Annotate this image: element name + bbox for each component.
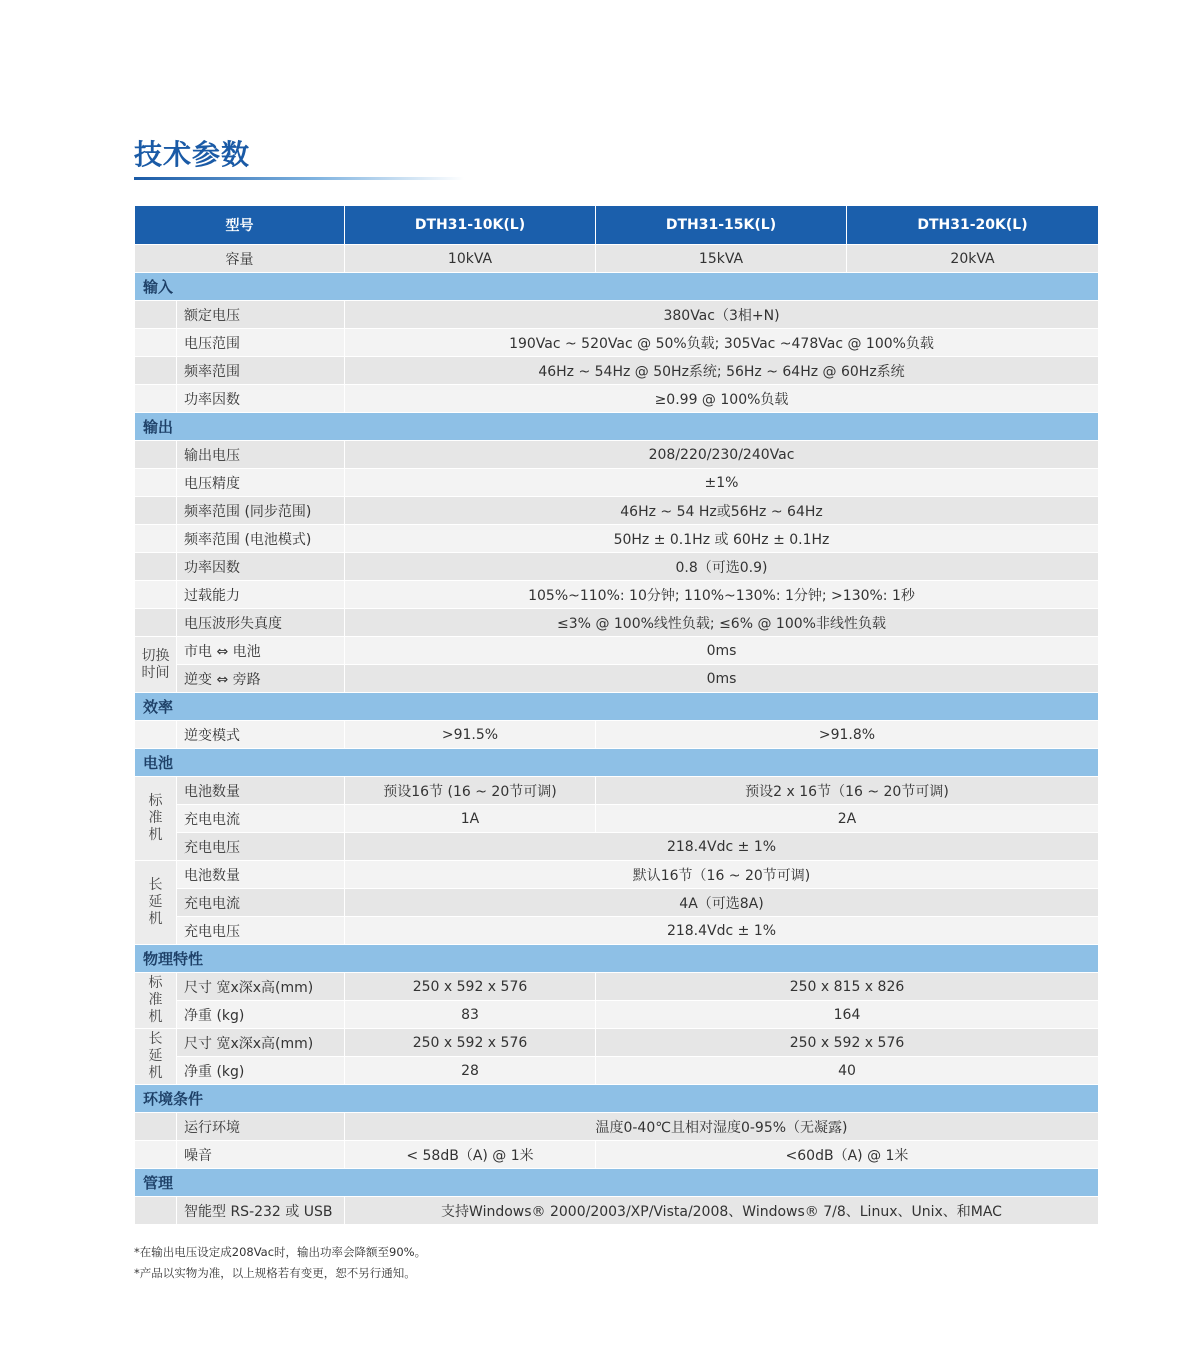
row-value: ≥0.99 @ 100%负载: [345, 385, 1099, 413]
section-title: 管理: [135, 1169, 1099, 1197]
row-label: 电压波形失真度: [177, 609, 345, 637]
row-value: 预设16节 (16 ~ 20节可调): [345, 777, 596, 805]
row-value: 250 x 592 x 576: [345, 973, 596, 1001]
row-label: 噪音: [177, 1141, 345, 1169]
row-label: 充电电压: [177, 833, 345, 861]
table-row: [135, 777, 1099, 805]
table-row: [135, 833, 1099, 861]
row-value: 164: [596, 1001, 1099, 1029]
table-row: [135, 1197, 1099, 1225]
row-value: 250 x 592 x 576: [345, 1029, 596, 1057]
section-header-battery: [135, 749, 1099, 777]
row-label: 频率范围 (同步范围): [177, 497, 345, 525]
row-value: 218.4Vdc ± 1%: [345, 917, 1099, 945]
group-label-standard: 标准机: [135, 973, 177, 1029]
row-label: 额定电压: [177, 301, 345, 329]
row-label: 输出电压: [177, 441, 345, 469]
row-value: 380Vac（3相+N): [345, 301, 1099, 329]
row-value: >91.8%: [596, 721, 1099, 749]
table-row: [135, 889, 1099, 917]
row-value: 46Hz ~ 54Hz @ 50Hz系统; 56Hz ~ 64Hz @ 60Hz系统: [345, 357, 1099, 385]
section-header-environment: [135, 1085, 1099, 1113]
table-row: [135, 1029, 1099, 1057]
table-row: [135, 357, 1099, 385]
row-value: 0ms: [345, 665, 1099, 693]
row-label: 逆变模式: [177, 721, 345, 749]
row-value: 2A: [596, 805, 1099, 833]
section-header-input: [135, 273, 1099, 301]
table-row: [135, 385, 1099, 413]
section-title: 环境条件: [135, 1085, 1099, 1113]
row-value: 预设2 x 16节（16 ~ 20节可调): [596, 777, 1099, 805]
model-20k: DTH31-20K(L): [847, 206, 1099, 245]
row-label: 净重 (kg): [177, 1001, 345, 1029]
section-title: 效率: [135, 693, 1099, 721]
row-value: 190Vac ~ 520Vac @ 50%负载; 305Vac ~478Vac @ 100%负载: [345, 329, 1099, 357]
table-row: [135, 329, 1099, 357]
section-header-output: [135, 413, 1099, 441]
model-15k: DTH31-15K(L): [596, 206, 847, 245]
row-value: 50Hz ± 0.1Hz 或 60Hz ± 0.1Hz: [345, 525, 1099, 553]
row-label: 充电电流: [177, 889, 345, 917]
table-row: [135, 861, 1099, 889]
row-label: 电压精度: [177, 469, 345, 497]
row-label: 电池数量: [177, 861, 345, 889]
table-row: [135, 245, 1099, 273]
row-label: 过载能力: [177, 581, 345, 609]
footnotes: [134, 1242, 426, 1284]
row-label: 逆变 ⇔ 旁路: [177, 665, 345, 693]
table-row: [135, 805, 1099, 833]
section-title: 输入: [135, 273, 1099, 301]
row-value: 40: [596, 1057, 1099, 1085]
row-value: 83: [345, 1001, 596, 1029]
row-label: 充电电压: [177, 917, 345, 945]
row-value: 28: [345, 1057, 596, 1085]
table-header-row: [135, 206, 1099, 245]
footnote: *产品以实物为准，以上规格若有变更，恕不另行通知。: [134, 1266, 416, 1280]
footnote: *在输出电压设定成208Vac时，输出功率会降额至90%。: [134, 1245, 427, 1259]
group-label-switch-time: 切换时间: [135, 637, 177, 693]
row-value: 46Hz ~ 54 Hz或56Hz ~ 64Hz: [345, 497, 1099, 525]
table-row: [135, 665, 1099, 693]
table-row: [135, 1113, 1099, 1141]
row-label: 智能型 RS-232 或 USB: [177, 1197, 345, 1225]
row-value: ≤3% @ 100%线性负载; ≤6% @ 100%非线性负载: [345, 609, 1099, 637]
group-label-long: 长延机: [135, 1029, 177, 1085]
table-row: [135, 1141, 1099, 1169]
table-row: [135, 1001, 1099, 1029]
section-header-management: [135, 1169, 1099, 1197]
model-label: 型号: [135, 206, 345, 245]
row-value: 温度0-40℃且相对湿度0-95%（无凝露): [345, 1113, 1099, 1141]
title-underline: [134, 177, 464, 180]
row-value: 218.4Vdc ± 1%: [345, 833, 1099, 861]
table-row: [135, 721, 1099, 749]
section-title: 物理特性: [135, 945, 1099, 973]
row-value: 208/220/230/240Vac: [345, 441, 1099, 469]
row-value: 1A: [345, 805, 596, 833]
row-value: 支持Windows® 2000/2003/XP/Vista/2008、Windows® 7/8、Linux、Unix、和MAC: [345, 1197, 1099, 1225]
row-value: 250 x 592 x 576: [596, 1029, 1099, 1057]
model-10k: DTH31-10K(L): [345, 206, 596, 245]
table-row: [135, 553, 1099, 581]
row-label: 频率范围 (电池模式): [177, 525, 345, 553]
row-label: 功率因数: [177, 553, 345, 581]
table-row: [135, 1057, 1099, 1085]
row-value: 4A（可选8A): [345, 889, 1099, 917]
row-value: < 58dB（A) @ 1米: [345, 1141, 596, 1169]
table-row: [135, 441, 1099, 469]
table-row: [135, 525, 1099, 553]
row-value: 105%~110%: 10分钟; 110%~130%: 1分钟; >130%: 1秒: [345, 581, 1099, 609]
row-value: 默认16节（16 ~ 20节可调): [345, 861, 1099, 889]
capacity-10k: 10kVA: [345, 245, 596, 273]
section-title: 电池: [135, 749, 1099, 777]
table-row: [135, 917, 1099, 945]
capacity-15k: 15kVA: [596, 245, 847, 273]
capacity-label: 容量: [135, 245, 345, 273]
row-label: 充电电流: [177, 805, 345, 833]
table-row: [135, 301, 1099, 329]
section-title: 输出: [135, 413, 1099, 441]
section-header-physical: [135, 945, 1099, 973]
table-row: [135, 973, 1099, 1001]
group-label-long: 长延机: [135, 861, 177, 945]
table-row: [135, 609, 1099, 637]
row-value: <60dB（A) @ 1米: [596, 1141, 1099, 1169]
section-header-efficiency: [135, 693, 1099, 721]
row-value: 0.8（可选0.9): [345, 553, 1099, 581]
table-row: [135, 497, 1099, 525]
row-value: 250 x 815 x 826: [596, 973, 1099, 1001]
row-value: >91.5%: [345, 721, 596, 749]
row-value: ±1%: [345, 469, 1099, 497]
row-label: 频率范围: [177, 357, 345, 385]
table-row: [135, 581, 1099, 609]
row-label: 电压范围: [177, 329, 345, 357]
row-label: 电池数量: [177, 777, 345, 805]
group-label-standard: 标准机: [135, 777, 177, 861]
row-label: 尺寸 宽x深x高(mm): [177, 1029, 345, 1057]
table-row: [135, 469, 1099, 497]
row-label: 运行环境: [177, 1113, 345, 1141]
row-label: 市电 ⇔ 电池: [177, 637, 345, 665]
row-label: 功率因数: [177, 385, 345, 413]
page-title: 技术参数: [134, 138, 251, 171]
row-label: 尺寸 宽x深x高(mm): [177, 973, 345, 1001]
row-label: 净重 (kg): [177, 1057, 345, 1085]
spec-table: [134, 206, 1099, 1225]
capacity-20k: 20kVA: [847, 245, 1099, 273]
row-value: 0ms: [345, 637, 1099, 665]
table-row: [135, 637, 1099, 665]
